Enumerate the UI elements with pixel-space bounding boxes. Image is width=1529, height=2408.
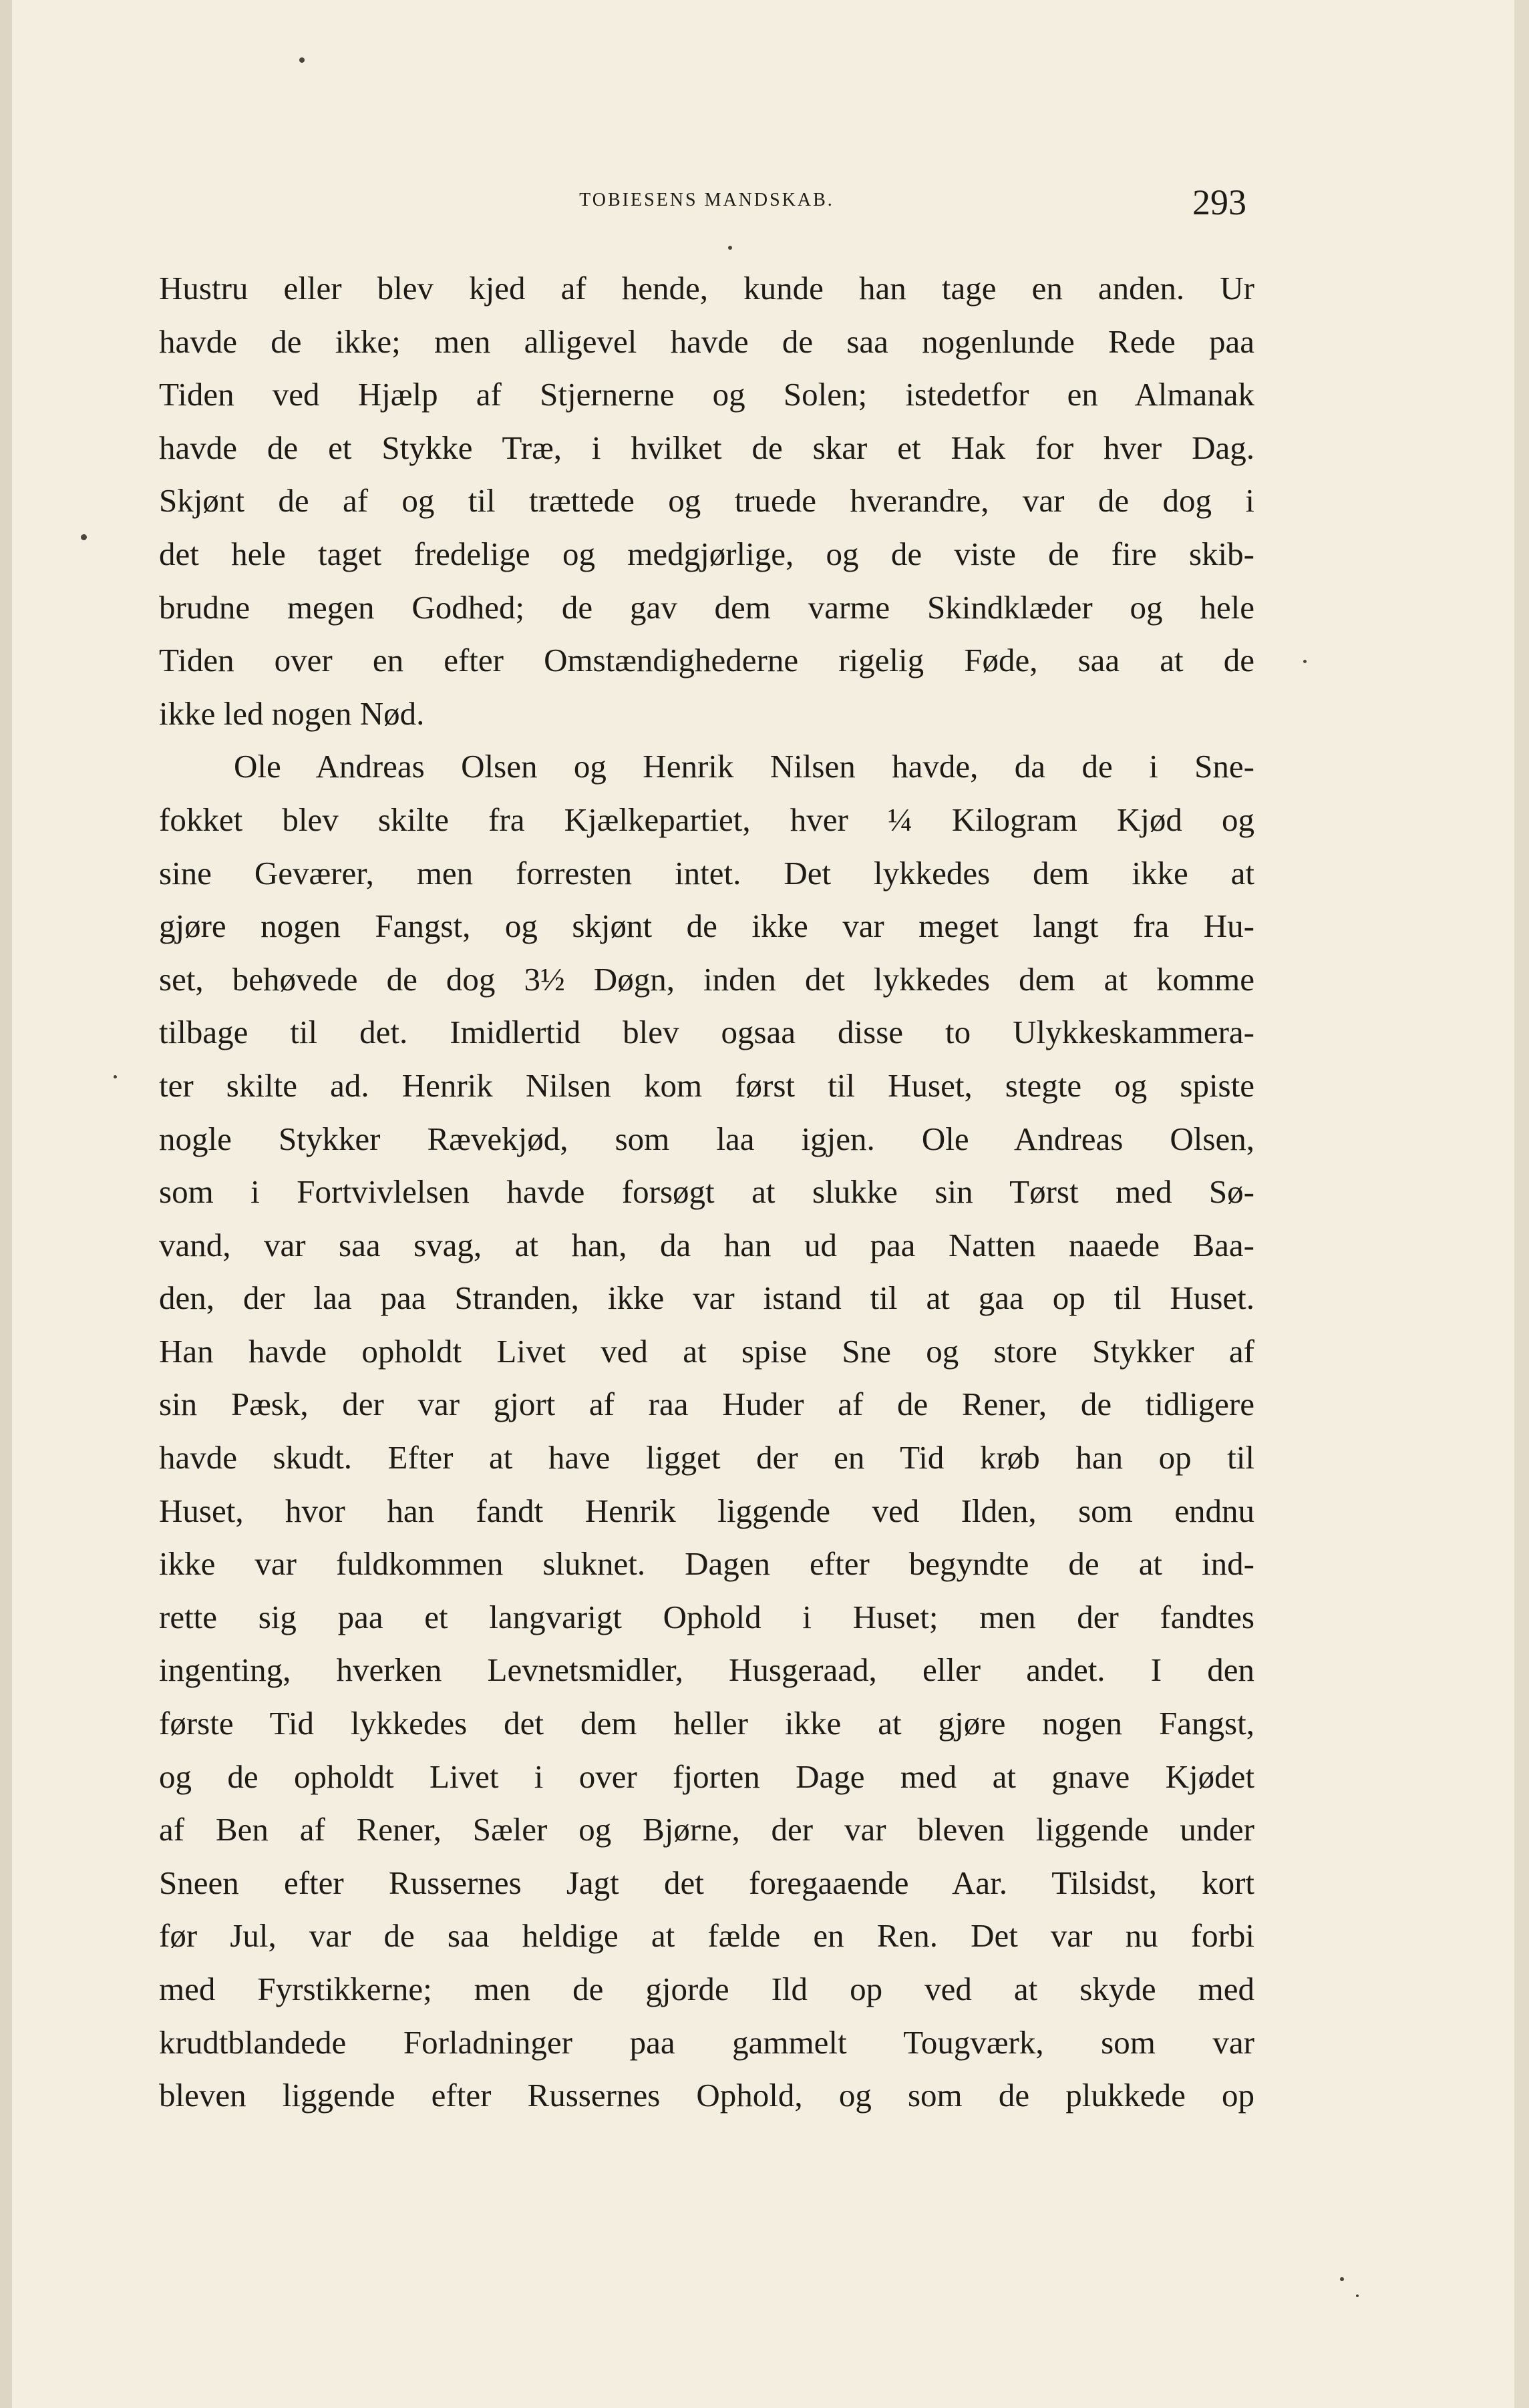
text-line: som i Fortvivlelsen havde forsøgt at slukke sin Tørst med Sø-: [159, 1173, 1254, 1211]
text-line: rette sig paa et langvarigt Ophold i Huset; men der fandtes: [159, 1598, 1254, 1635]
text-line: det hele taget fredelige og medgjørlige, og de viste de fire skib-: [159, 535, 1254, 572]
text-line: vand, var saa svag, at han, da han ud paa Natten naaede Baa-: [159, 1226, 1254, 1263]
text-line: sin Pæsk, der var gjort af raa Huder af de Rener, de tidligere: [159, 1386, 1254, 1423]
text-line: brudne megen Godhed; de gav dem varme Skindklæder og hele: [159, 588, 1254, 626]
text-line: første Tid lykkedes det dem heller ikke at gjøre nogen Fangst,: [159, 1705, 1254, 1742]
text-line: før Jul, var de saa heldige at fælde en Ren. Det var nu forbi: [159, 1917, 1254, 1955]
text-line: Skjønt de af og til trættede og truede hverandre, var de dog i: [159, 482, 1254, 520]
text-line: Han havde opholdt Livet ved at spise Sne og store Stykker af: [159, 1332, 1254, 1370]
text-line: den, der laa paa Stranden, ikke var istand til at gaa op til Huset.: [159, 1279, 1254, 1317]
running-title: TOBIESENS MANDSKAB.: [579, 190, 834, 210]
paper-speck: [81, 534, 87, 540]
body-text: [159, 262, 1254, 2122]
text-line: ter skilte ad. Henrik Nilsen kom først til Huset, stegte og spiste: [159, 1066, 1254, 1104]
text-line: af Ben af Rener, Sæler og Bjørne, der var bleven liggende under: [159, 1811, 1254, 1848]
text-line: Sneen efter Russernes Jagt det foregaaende Aar. Tilsidst, kort: [159, 1864, 1254, 1901]
paper-speck: [299, 57, 305, 63]
text-line: ikke var fuldkommen sluknet. Dagen efter begyndte de at ind-: [159, 1545, 1254, 1583]
text-line: tilbage til det. Imidlertid blev ogsaa disse to Ulykkeskammera-: [159, 1014, 1254, 1051]
text-line: ingenting, hverken Levnetsmidler, Husgeraad, eller andet. I den: [159, 1651, 1254, 1689]
text-line: Tiden ved Hjælp af Stjernerne og Solen; istedetfor en Almanak: [159, 376, 1254, 413]
text-line: fokket blev skilte fra Kjælkepartiet, hver ¼ Kilogram Kjød og: [159, 801, 1254, 838]
running-head: [159, 182, 1254, 239]
text-line: havde de ikke; men alligevel havde de saa nogenlunde Rede paa: [159, 323, 1254, 360]
text-line: Hustru eller blev kjed af hende, kunde han tage en anden. Ur: [159, 270, 1254, 307]
page-number: 293: [1192, 182, 1246, 222]
paper-speck: [1356, 2294, 1359, 2297]
text-line: gjøre nogen Fangst, og skjønt de ikke var meget langt fra Hu-: [159, 908, 1254, 945]
text-line: havde skudt. Efter at have ligget der en Tid krøb han op til: [159, 1439, 1254, 1476]
text-line: med Fyrstikkerne; men de gjorde Ild op ved at skyde med: [159, 1971, 1254, 2007]
text-line: bleven liggende efter Russernes Ophold, og som de plukkede op: [159, 2077, 1254, 2114]
paper-speck: [114, 1075, 117, 1078]
text-line: Huset, hvor han fandt Henrik liggende ved Ilden, som endnu: [159, 1492, 1254, 1529]
text-line: set, behøvede de dog 3½ Døgn, inden det lykkedes dem at komme: [159, 960, 1254, 998]
text-line: nogle Stykker Rævekjød, som laa igjen. Ole Andreas Olsen,: [159, 1120, 1254, 1157]
paper-speck: [728, 246, 732, 250]
paragraph-end-line: ikke led nogen Nød.: [159, 694, 425, 732]
text-line: og de opholdt Livet i over fjorten Dage med at gnave Kjødet: [159, 1758, 1254, 1795]
paragraph-start-line: Ole Andreas Olsen og Henrik Nilsen havde, da de i Sne-: [234, 748, 1254, 785]
text-line: Tiden over en efter Omstændighederne rigelig Føde, saa at de: [159, 642, 1254, 679]
text-line: sine Geværer, men forresten intet. Det lykkedes dem ikke at: [159, 854, 1254, 891]
paper-speck: [1303, 660, 1307, 663]
text-line: krudtblandede Forladninger paa gammelt Tougværk, som var: [159, 2023, 1254, 2061]
text-line: havde de et Stykke Træ, i hvilket de skar et Hak for hver Dag.: [159, 429, 1254, 466]
paper-speck: [1340, 2277, 1344, 2281]
